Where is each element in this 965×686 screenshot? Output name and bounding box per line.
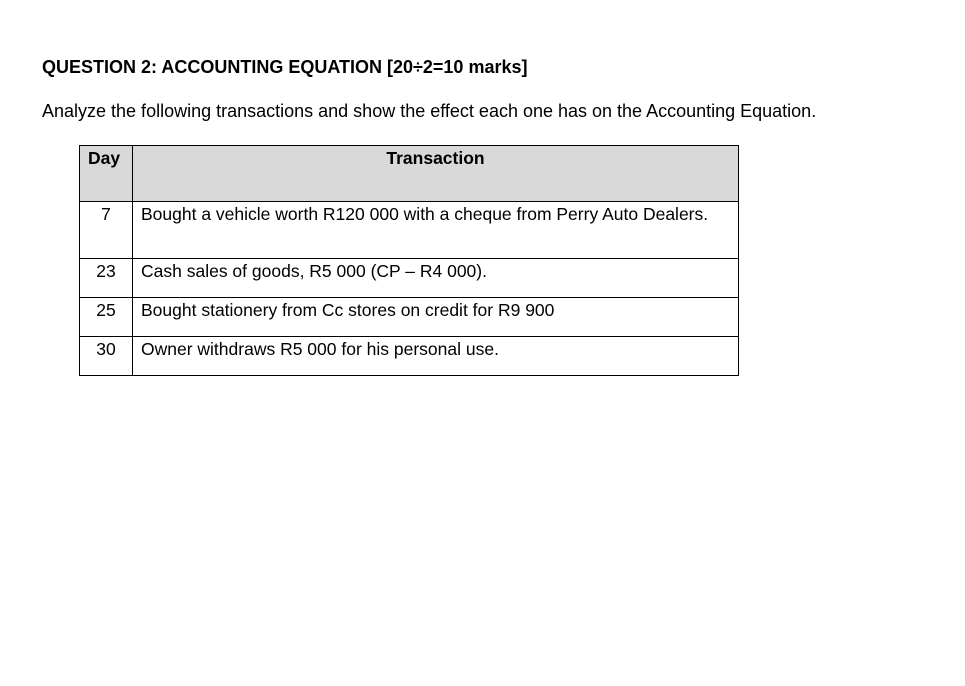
day-cell: 25 xyxy=(80,298,133,337)
table-row xyxy=(80,202,739,259)
table-header-row xyxy=(80,146,739,202)
day-cell: 30 xyxy=(80,337,133,376)
table-row xyxy=(80,259,739,298)
transactions-table xyxy=(79,145,739,376)
question-instruction: Analyze the following transactions and show the effect each one has on the Accounting Equation. xyxy=(42,101,817,121)
transaction-column-header: Transaction xyxy=(133,146,739,202)
transaction-cell: Owner withdraws R5 000 for his personal use. xyxy=(133,337,739,376)
transaction-cell: Cash sales of goods, R5 000 (CP – R4 000). xyxy=(133,259,739,298)
day-cell: 7 xyxy=(80,202,133,259)
table-row xyxy=(80,298,739,337)
transaction-cell: Bought a vehicle worth R120 000 with a cheque from Perry Auto Dealers. xyxy=(133,202,739,259)
table-row xyxy=(80,337,739,376)
transaction-cell: Bought stationery from Cc stores on credit for R9 900 xyxy=(133,298,739,337)
day-column-header: Day xyxy=(80,146,133,202)
question-heading: QUESTION 2: ACCOUNTING EQUATION [20÷2=10 marks] xyxy=(42,57,528,77)
day-cell: 23 xyxy=(80,259,133,298)
